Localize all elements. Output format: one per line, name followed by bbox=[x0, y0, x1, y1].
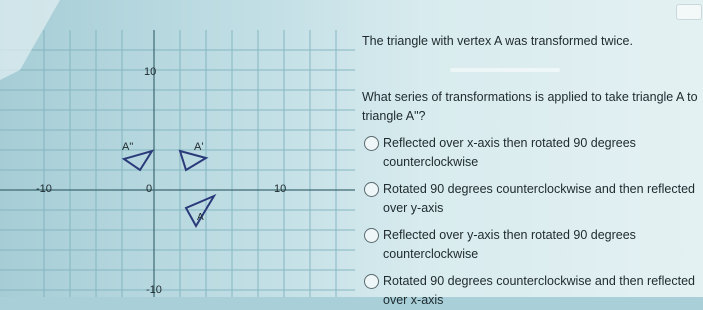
page-corner-glare bbox=[0, 0, 60, 80]
y-axis-max-label: 10 bbox=[144, 66, 157, 78]
answer-option-label: Rotated 90 degrees counterclockwise and then reflected over y-axis bbox=[383, 182, 695, 215]
answer-option-label: Rotated 90 degrees counterclockwise and then reflected over x-axis bbox=[383, 274, 695, 307]
triangle-a-double-prime bbox=[124, 151, 152, 170]
question-prompt: What series of transformations is applied to take triangle A to triangle A"? bbox=[362, 90, 698, 123]
radio-button-icon[interactable] bbox=[364, 136, 379, 151]
triangle-a-double-prime-label: A" bbox=[122, 141, 134, 153]
coordinate-graph bbox=[0, 0, 355, 297]
radio-button-icon[interactable] bbox=[364, 182, 379, 197]
answer-option-label: Reflected over x-axis then rotated 90 degrees counterclockwise bbox=[383, 136, 636, 169]
radio-button-icon[interactable] bbox=[364, 228, 379, 243]
x-axis-max-label: 10 bbox=[274, 183, 287, 195]
y-axis-min-label: -10 bbox=[146, 284, 162, 296]
triangle-a-prime bbox=[180, 151, 206, 170]
question-intro: The triangle with vertex A was transformed twice. bbox=[362, 34, 633, 48]
x-axis-min-label: -10 bbox=[36, 183, 52, 195]
triangle-a-prime-label: A' bbox=[194, 141, 204, 153]
question-panel bbox=[356, 0, 703, 307]
answer-option-label: Reflected over y-axis then rotated 90 degrees counterclockwise bbox=[383, 228, 636, 261]
triangle-a-label: A bbox=[197, 212, 204, 223]
radio-button-icon[interactable] bbox=[364, 274, 379, 289]
x-axis-zero-label: 0 bbox=[146, 183, 153, 195]
graph-grid bbox=[0, 30, 355, 297]
